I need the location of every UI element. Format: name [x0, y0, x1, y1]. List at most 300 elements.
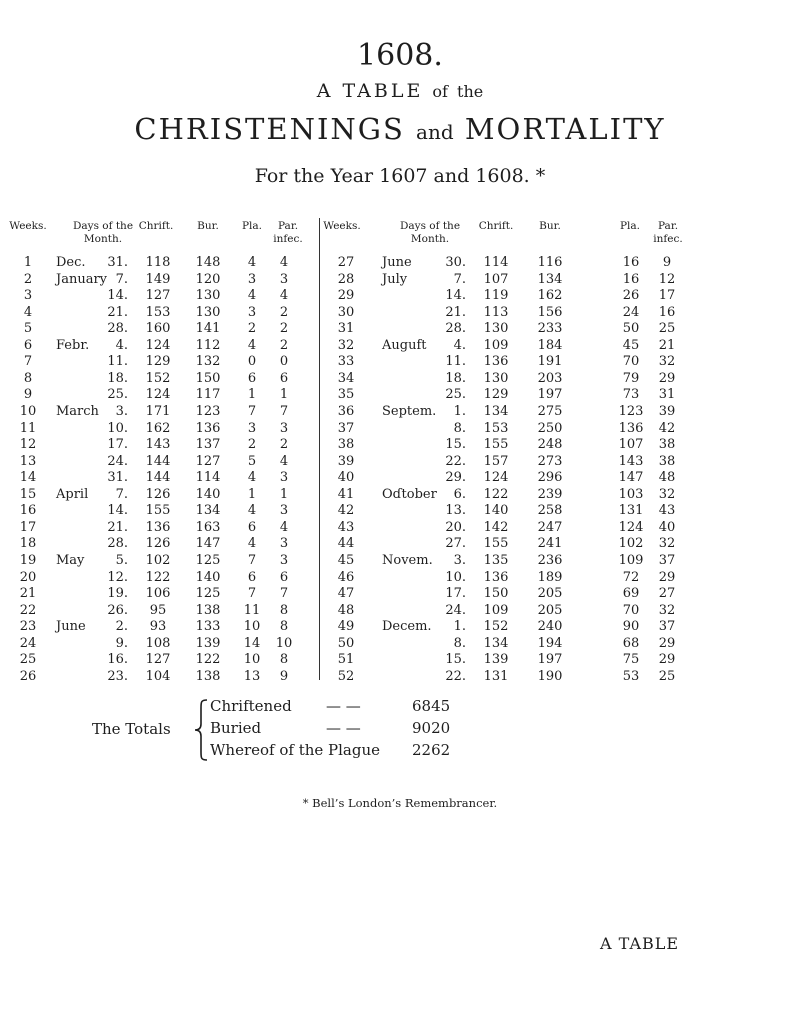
cell-christenings-left: 144: [145, 453, 171, 469]
cell-day-left: 28.: [107, 536, 128, 552]
cell-parishes-infected-left: 2: [279, 304, 289, 320]
cell-parishes-infected-left: 4: [279, 453, 289, 469]
cell-week-right: 41: [337, 486, 355, 502]
cell-burials-left: 147: [195, 536, 221, 552]
cell-parishes-infected-left: 8: [279, 619, 289, 635]
cell-plague-right: 26: [622, 288, 640, 304]
heading-christenings: CHRISTENINGS: [134, 112, 405, 146]
cell-christenings-right: 136: [483, 354, 509, 370]
cell-week-left: 10: [19, 404, 37, 419]
header-days-line2: Month.: [410, 233, 450, 245]
cell-burials-right: 162: [537, 288, 563, 304]
header-days-line1: Days of the: [72, 220, 134, 232]
cell-christenings-right: 119: [483, 288, 509, 304]
cell-burials-right: 275: [537, 404, 563, 419]
cell-burials-right: 134: [537, 271, 563, 287]
cell-plague-right: 16: [622, 255, 640, 270]
cell-week-right: 51: [337, 652, 355, 668]
cell-week-left: 17: [19, 519, 37, 535]
total-christened-dashes: — —: [326, 697, 361, 715]
cell-parishes-infected-left: 6: [279, 370, 289, 386]
cell-day-right: 13.: [445, 503, 466, 519]
cell-parishes-infected-right: 38: [658, 453, 676, 469]
cell-day-right: 8.: [453, 635, 466, 651]
cell-plague-right: 79: [622, 370, 640, 386]
cell-burials-left: 130: [195, 288, 221, 304]
cell-day-left: 10.: [107, 420, 128, 436]
cell-parishes-infected-left: 8: [279, 602, 289, 618]
cell-burials-left: 114: [195, 470, 221, 486]
total-christened-label: Chriftened: [210, 697, 292, 715]
header-par-line2: infec.: [653, 233, 683, 245]
cell-burials-right: 190: [537, 668, 563, 684]
cell-plague-right: 90: [622, 619, 640, 635]
cell-plague-right: 136: [618, 420, 644, 436]
cell-week-left: 9: [23, 387, 33, 403]
cell-burials-right: 240: [537, 619, 563, 635]
cell-christenings-left: 152: [145, 370, 171, 386]
cell-parishes-infected-left: 8: [279, 652, 289, 668]
catchword: A TABLE: [600, 934, 680, 953]
cell-plague-left: 14: [243, 635, 261, 651]
cell-burials-left: 130: [195, 304, 221, 320]
cell-burials-left: 133: [195, 619, 221, 635]
cell-plague-right: 16: [622, 271, 640, 287]
header-pla-right: Pla.: [619, 220, 641, 232]
cell-week-right: 40: [337, 470, 355, 486]
cell-christenings-left: 104: [145, 668, 171, 684]
cell-plague-left: 13: [243, 668, 261, 684]
cell-christenings-left: 124: [145, 387, 171, 403]
cell-week-left: 23: [19, 619, 37, 635]
cell-burials-right: 258: [537, 503, 563, 519]
cell-christenings-left: 162: [145, 420, 171, 436]
cell-week-right: 50: [337, 635, 355, 651]
cell-week-left: 5: [23, 321, 33, 337]
page-year-heading: 1608.: [357, 38, 443, 73]
cell-burials-right: 205: [537, 602, 563, 618]
cell-parishes-infected-right: 43: [658, 503, 676, 519]
cell-parishes-infected-left: 1: [279, 486, 289, 502]
cell-burials-left: 141: [195, 321, 221, 337]
cell-plague-right: 72: [622, 569, 640, 585]
cell-burials-right: 205: [537, 586, 563, 601]
cell-day-right: 21.: [445, 304, 466, 320]
cell-burials-right: 273: [537, 453, 563, 469]
cell-plague-left: 3: [247, 304, 257, 320]
cell-day-left: 31.: [107, 255, 128, 270]
cell-day-right: 22.: [445, 453, 466, 469]
cell-week-right: 42: [337, 503, 355, 519]
cell-parishes-infected-right: 21: [658, 337, 676, 353]
cell-parishes-infected-right: 27: [658, 586, 676, 601]
cell-month-right: Oɗtober: [382, 486, 437, 502]
cell-parishes-infected-left: 2: [279, 437, 289, 453]
cell-plague-left: 3: [247, 271, 257, 287]
cell-parishes-infected-right: 29: [658, 652, 676, 668]
cell-christenings-right: 135: [483, 552, 509, 568]
cell-day-right: 15.: [445, 437, 466, 453]
cell-week-left: 20: [19, 569, 37, 585]
cell-plague-right: 109: [618, 552, 644, 568]
cell-plague-left: 10: [243, 652, 261, 668]
cell-parishes-infected-right: 32: [658, 354, 676, 370]
cell-parishes-infected-left: 2: [279, 337, 289, 353]
cell-burials-left: 150: [195, 370, 221, 386]
cell-plague-right: 70: [622, 602, 640, 618]
cell-week-left: 1: [23, 255, 33, 270]
cell-plague-left: 1: [247, 486, 257, 502]
cell-christenings-left: 118: [145, 255, 171, 270]
table-title: [0, 80, 800, 102]
cell-parishes-infected-left: 1: [279, 387, 289, 403]
cell-christenings-left: 136: [145, 519, 171, 535]
cell-plague-left: 4: [247, 536, 257, 552]
cell-burials-left: 127: [195, 453, 221, 469]
cell-day-left: 18.: [107, 370, 128, 386]
cell-burials-right: 156: [537, 304, 563, 320]
cell-plague-left: 7: [247, 586, 257, 601]
cell-day-left: 24.: [107, 453, 128, 469]
cell-christenings-right: 109: [483, 337, 509, 353]
cell-week-right: 38: [337, 437, 355, 453]
cell-plague-right: 107: [618, 437, 644, 453]
cell-burials-right: 116: [537, 255, 563, 270]
cell-day-right: 4.: [453, 337, 466, 353]
cell-day-left: 26.: [107, 602, 128, 618]
cell-day-left: 31.: [107, 470, 128, 486]
cell-parishes-infected-right: 32: [658, 486, 676, 502]
cell-christenings-left: 171: [145, 404, 171, 419]
cell-day-right: 6.: [453, 486, 466, 502]
cell-christenings-left: 126: [145, 536, 171, 552]
cell-christenings-right: 152: [483, 619, 509, 635]
cell-month-left: June: [56, 619, 86, 635]
cell-burials-right: 241: [537, 536, 563, 552]
cell-week-left: 19: [19, 552, 37, 568]
cell-parishes-infected-right: 12: [658, 271, 676, 287]
cell-plague-left: 4: [247, 470, 257, 486]
cell-burials-right: 203: [537, 370, 563, 386]
cell-plague-left: 6: [247, 519, 257, 535]
total-plague-label: Whereof of the Plague: [210, 741, 381, 759]
cell-burials-right: 189: [537, 569, 563, 585]
cell-christenings-right: 109: [483, 602, 509, 618]
cell-parishes-infected-right: 29: [658, 635, 676, 651]
cell-christenings-right: 130: [483, 321, 509, 337]
header-par-left: [268, 220, 308, 246]
header-par-right: [648, 220, 688, 246]
total-buried-dashes: — —: [326, 719, 361, 737]
cell-parishes-infected-right: 25: [658, 668, 676, 684]
cell-month-left: March: [56, 404, 99, 419]
cell-christenings-left: 153: [145, 304, 171, 320]
cell-day-right: 25.: [445, 387, 466, 403]
total-buried-label: Buried: [210, 719, 262, 737]
cell-burials-left: 140: [195, 486, 221, 502]
cell-christenings-left: 93: [149, 619, 167, 635]
cell-christenings-right: 155: [483, 536, 509, 552]
cell-week-left: 21: [19, 586, 37, 601]
cell-week-left: 7: [23, 354, 33, 370]
header-days-right: [380, 220, 480, 246]
cell-day-left: 23.: [107, 668, 128, 684]
cell-parishes-infected-left: 3: [279, 503, 289, 519]
cell-day-left: 12.: [107, 569, 128, 585]
cell-parishes-infected-left: 7: [279, 586, 289, 601]
cell-plague-right: 73: [622, 387, 640, 403]
cell-christenings-left: 122: [145, 569, 171, 585]
cell-burials-left: 138: [195, 668, 221, 684]
cell-day-left: 2.: [115, 619, 128, 635]
cell-week-left: 14: [19, 470, 37, 486]
cell-burials-right: 239: [537, 486, 563, 502]
cell-plague-left: 3: [247, 420, 257, 436]
totals-label: The Totals: [92, 720, 171, 738]
cell-parishes-infected-left: 3: [279, 470, 289, 486]
cell-day-right: 24.: [445, 602, 466, 618]
cell-christenings-right: 136: [483, 569, 509, 585]
cell-week-left: 3: [23, 288, 33, 304]
cell-christenings-right: 129: [483, 387, 509, 403]
cell-day-right: 18.: [445, 370, 466, 386]
cell-parishes-infected-left: 9: [279, 668, 289, 684]
cell-christenings-right: 134: [483, 635, 509, 651]
cell-parishes-infected-left: 7: [279, 404, 289, 419]
cell-week-right: 35: [337, 387, 355, 403]
cell-day-right: 3.: [453, 552, 466, 568]
title-the: the: [457, 82, 484, 101]
cell-day-left: 25.: [107, 387, 128, 403]
brace-icon: [194, 698, 208, 762]
cell-week-left: 13: [19, 453, 37, 469]
cell-month-left: January: [56, 271, 108, 287]
cell-plague-right: 70: [622, 354, 640, 370]
cell-week-right: 31: [337, 321, 355, 337]
cell-christenings-left: 143: [145, 437, 171, 453]
cell-parishes-infected-right: 16: [658, 304, 676, 320]
cell-parishes-infected-right: 32: [658, 602, 676, 618]
cell-day-right: 28.: [445, 321, 466, 337]
cell-plague-left: 2: [247, 437, 257, 453]
cell-month-right: Septem.: [382, 404, 437, 419]
cell-burials-left: 137: [195, 437, 221, 453]
cell-christenings-right: 107: [483, 271, 509, 287]
cell-month-right: Auguft: [382, 337, 427, 353]
cell-parishes-infected-left: 4: [279, 288, 289, 304]
cell-day-left: 14.: [107, 503, 128, 519]
cell-day-right: 27.: [445, 536, 466, 552]
cell-plague-right: 68: [622, 635, 640, 651]
cell-parishes-infected-left: 4: [279, 519, 289, 535]
cell-christenings-right: 157: [483, 453, 509, 469]
cell-month-left: Febr.: [56, 337, 90, 353]
cell-christenings-right: 114: [483, 255, 509, 270]
cell-week-right: 34: [337, 370, 355, 386]
cell-day-left: 19.: [107, 586, 128, 601]
cell-week-right: 27: [337, 255, 355, 270]
header-days-left: [58, 220, 148, 246]
cell-christenings-left: 129: [145, 354, 171, 370]
cell-plague-left: 4: [247, 288, 257, 304]
cell-parishes-infected-left: 0: [279, 354, 289, 370]
cell-plague-right: 45: [622, 337, 640, 353]
cell-christenings-right: 122: [483, 486, 509, 502]
cell-day-right: 1.: [453, 404, 466, 419]
cell-day-left: 3.: [115, 404, 128, 419]
cell-day-left: 4.: [115, 337, 128, 353]
header-par-line2: infec.: [273, 233, 303, 245]
cell-burials-right: 236: [537, 552, 563, 568]
cell-week-left: 2: [23, 271, 33, 287]
cell-day-left: 21.: [107, 304, 128, 320]
cell-day-right: 20.: [445, 519, 466, 535]
cell-month-right: Novem.: [382, 552, 433, 568]
table-row: [0, 669, 800, 693]
cell-parishes-infected-right: 37: [658, 619, 676, 635]
cell-burials-left: 117: [195, 387, 221, 403]
cell-parishes-infected-left: 2: [279, 321, 289, 337]
cell-day-right: 1.: [453, 619, 466, 635]
cell-christenings-right: 155: [483, 437, 509, 453]
cell-christenings-left: 144: [145, 470, 171, 486]
cell-day-right: 10.: [445, 569, 466, 585]
cell-day-left: 16.: [107, 652, 128, 668]
cell-day-left: 17.: [107, 437, 128, 453]
cell-christenings-left: 127: [145, 288, 171, 304]
cell-week-right: 49: [337, 619, 355, 635]
cell-christenings-left: 155: [145, 503, 171, 519]
cell-burials-right: 191: [537, 354, 563, 370]
cell-parishes-infected-right: 40: [658, 519, 676, 535]
cell-day-left: 7.: [115, 486, 128, 502]
cell-parishes-infected-right: 48: [658, 470, 676, 486]
main-heading: [0, 112, 800, 146]
cell-burials-left: 138: [195, 602, 221, 618]
cell-week-right: 43: [337, 519, 355, 535]
cell-parishes-infected-left: 3: [279, 536, 289, 552]
cell-week-left: 18: [19, 536, 37, 552]
cell-burials-right: 233: [537, 321, 563, 337]
cell-month-right: June: [382, 255, 412, 270]
cell-plague-left: 6: [247, 569, 257, 585]
header-pla-left: Pla.: [241, 220, 263, 232]
cell-plague-right: 75: [622, 652, 640, 668]
cell-parishes-infected-right: 38: [658, 437, 676, 453]
cell-week-left: 12: [19, 437, 37, 453]
cell-parishes-infected-right: 9: [662, 255, 672, 270]
cell-day-right: 7.: [453, 271, 466, 287]
cell-week-right: 39: [337, 453, 355, 469]
cell-week-left: 25: [19, 652, 37, 668]
cell-day-left: 14.: [107, 288, 128, 304]
cell-week-right: 45: [337, 552, 355, 568]
header-weeks-left: Weeks.: [9, 220, 47, 232]
cell-burials-left: 163: [195, 519, 221, 535]
cell-week-right: 44: [337, 536, 355, 552]
cell-parishes-infected-left: 3: [279, 271, 289, 287]
cell-christenings-right: 139: [483, 652, 509, 668]
cell-week-left: 26: [19, 668, 37, 684]
cell-parishes-infected-left: 3: [279, 420, 289, 436]
cell-plague-left: 4: [247, 503, 257, 519]
cell-parishes-infected-right: 39: [658, 404, 676, 419]
cell-parishes-infected-left: 6: [279, 569, 289, 585]
cell-week-right: 37: [337, 420, 355, 436]
title-of: of: [432, 82, 448, 101]
cell-burials-left: 123: [195, 404, 221, 419]
cell-burials-left: 136: [195, 420, 221, 436]
cell-month-right: July: [382, 271, 408, 287]
cell-week-right: 28: [337, 271, 355, 287]
cell-parishes-infected-right: 25: [658, 321, 676, 337]
cell-week-right: 46: [337, 569, 355, 585]
header-weeks-right: Weeks.: [323, 220, 361, 232]
cell-plague-left: 10: [243, 619, 261, 635]
cell-burials-left: 132: [195, 354, 221, 370]
cell-christenings-left: 127: [145, 652, 171, 668]
cell-day-right: 8.: [453, 420, 466, 436]
header-bur-right: Bur.: [539, 220, 561, 232]
cell-plague-left: 5: [247, 453, 257, 469]
cell-parishes-infected-left: 4: [279, 255, 289, 270]
cell-burials-left: 122: [195, 652, 221, 668]
cell-burials-left: 120: [195, 271, 221, 287]
cell-week-left: 22: [19, 602, 37, 618]
cell-day-left: 28.: [107, 321, 128, 337]
cell-christenings-left: 106: [145, 586, 171, 601]
cell-parishes-infected-right: 32: [658, 536, 676, 552]
cell-burials-left: 125: [195, 552, 221, 568]
cell-christenings-left: 108: [145, 635, 171, 651]
cell-day-right: 17.: [445, 586, 466, 601]
cell-christenings-right: 142: [483, 519, 509, 535]
cell-christenings-left: 149: [145, 271, 171, 287]
cell-christenings-left: 126: [145, 486, 171, 502]
cell-week-right: 32: [337, 337, 355, 353]
header-par-line1: Par.: [657, 220, 679, 232]
header-bur-left: Bur.: [197, 220, 219, 232]
header-christ-left: Chrift.: [138, 220, 174, 232]
cell-month-left: Dec.: [56, 255, 86, 270]
cell-parishes-infected-left: 10: [275, 635, 293, 651]
cell-day-left: 7.: [115, 271, 128, 287]
cell-week-left: 16: [19, 503, 37, 519]
cell-burials-right: 184: [537, 337, 563, 353]
cell-christenings-left: 124: [145, 337, 171, 353]
cell-plague-left: 4: [247, 255, 257, 270]
cell-day-right: 15.: [445, 652, 466, 668]
header-par-line1: Par.: [277, 220, 299, 232]
cell-week-left: 8: [23, 370, 33, 386]
cell-burials-right: 194: [537, 635, 563, 651]
cell-plague-left: 6: [247, 370, 257, 386]
cell-plague-left: 4: [247, 337, 257, 353]
cell-parishes-infected-right: 29: [658, 370, 676, 386]
cell-plague-left: 1: [247, 387, 257, 403]
cell-christenings-left: 102: [145, 552, 171, 568]
cell-week-left: 24: [19, 635, 37, 651]
footnote: * Bell’s London’s Remembrancer.: [302, 796, 498, 810]
cell-christenings-right: 134: [483, 404, 509, 419]
cell-week-right: 47: [337, 586, 355, 601]
cell-week-right: 29: [337, 288, 355, 304]
cell-plague-left: 7: [247, 552, 257, 568]
cell-parishes-infected-right: 42: [658, 420, 676, 436]
cell-day-right: 11.: [445, 354, 466, 370]
cell-burials-right: 197: [537, 652, 563, 668]
cell-burials-right: 296: [537, 470, 563, 486]
